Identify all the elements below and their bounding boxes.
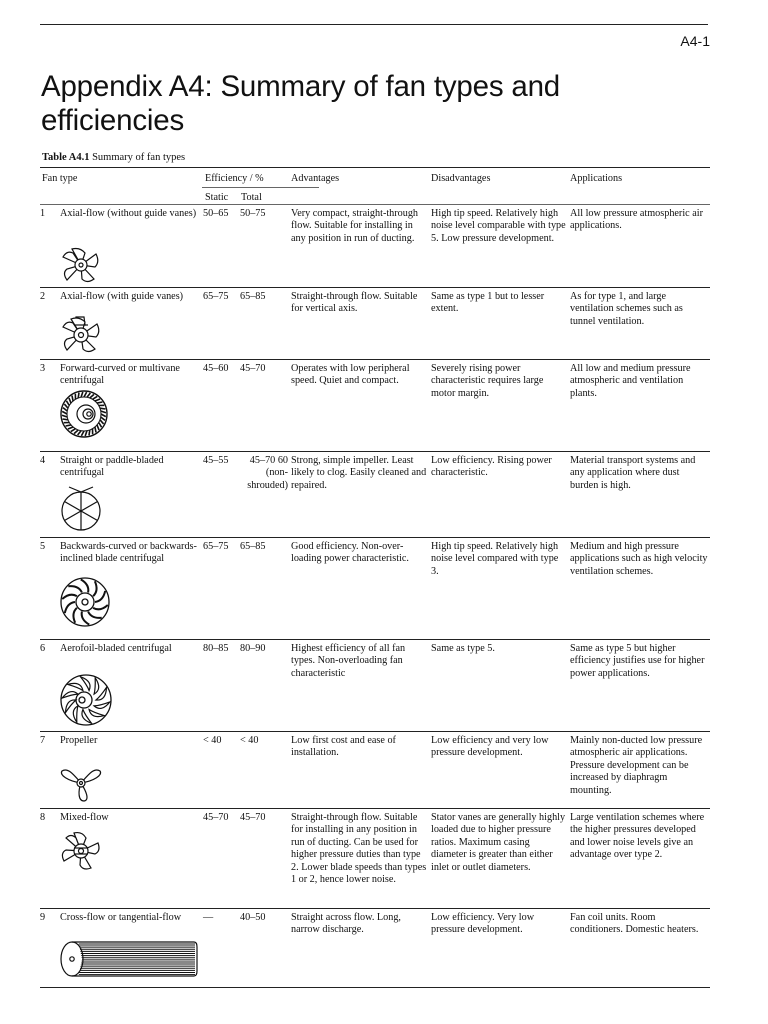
- disadvantages-cell: Same as type 1 but to lesser extent.: [431, 291, 545, 315]
- static-efficiency-cell: < 40: [203, 735, 222, 746]
- header-bottom-rule: [40, 204, 710, 205]
- advantages-cell: Highest efficiency of all fan types. Non-overloading fan characteristic: [291, 643, 406, 679]
- applications-cell: As for type 1, and large ventilation schemes such as tunnel ventilation.: [570, 291, 683, 327]
- table-top-rule: [40, 167, 710, 168]
- row-separator: [40, 808, 710, 809]
- applications-cell: Mainly non-ducted low pressure atmospheric air applications. Pressure development can be increased by diaphragm mounting.: [570, 735, 703, 796]
- fan-type-cell: Backwards-curved or backwards-inclined blade centrifugal: [60, 541, 197, 565]
- total-efficiency-cell: < 40: [240, 735, 259, 746]
- advantages-cell: Straight across flow. Long, narrow discharge.: [291, 912, 401, 936]
- applications-cell: All low and medium pressure atmospheric and ventilation plants.: [570, 363, 691, 399]
- total-efficiency-cell: 45–70: [240, 363, 266, 374]
- row-separator: [40, 639, 710, 640]
- header-efficiency-rule: [202, 187, 319, 188]
- fan-type-cell: Propeller: [60, 735, 98, 746]
- table-caption-text: Summary of fan types: [92, 152, 186, 163]
- advantages-cell: Very compact, straight-through flow. Suitable for installing in any position in run of ducting.: [291, 208, 419, 244]
- row-separator: [40, 451, 710, 452]
- total-efficiency-cell: 45–70 60 (non-shrouded): [247, 455, 288, 491]
- axial-fan-icon: [58, 245, 104, 285]
- forward-curved-impeller-icon: [58, 389, 110, 439]
- static-efficiency-cell: 50–65: [203, 208, 229, 219]
- applications-cell: Medium and high pressure applications such as high velocity ventilation schemes.: [570, 541, 708, 577]
- fan-type-cell: Straight or paddle-bladed centrifugal: [60, 455, 164, 479]
- table-bottom-rule: [40, 987, 710, 988]
- row-number: 4: [40, 455, 46, 466]
- row-number: 6: [40, 643, 46, 654]
- disadvantages-cell: High tip speed. Relatively high noise level comparable with type 5. Low pressure development.: [431, 208, 566, 244]
- page-number: A4-1: [680, 33, 710, 49]
- row-number: 1: [40, 208, 46, 219]
- applications-cell: Same as type 5 but higher efficiency justifies use for higher power applications.: [570, 643, 705, 679]
- static-efficiency-cell: 45–60: [203, 363, 229, 374]
- backward-curved-impeller-icon: [58, 575, 112, 629]
- fan-type-cell: Axial-flow (without guide vanes): [60, 208, 197, 219]
- static-efficiency-cell: 80–85: [203, 643, 229, 654]
- total-efficiency-cell: 40–50: [240, 912, 266, 923]
- static-efficiency-cell: 65–75: [203, 291, 229, 302]
- advantages-cell: Straight-through flow. Suitable for installing in any position in run of ducting. Can be used for higher pressure duties than type 2. Lower blade speeds than types 1 or 2, hence lower noise.: [291, 812, 427, 886]
- applications-cell: Large ventilation schemes where the higher pressures developed and lower noise levels give an advantage over type 2.: [570, 812, 705, 861]
- disadvantages-cell: Same as type 5.: [431, 643, 495, 654]
- mixed-flow-fan-icon: [58, 830, 104, 872]
- table-caption-label: Table A4.1: [42, 152, 90, 163]
- total-efficiency-cell: 50–75: [240, 208, 266, 219]
- applications-cell: Material transport systems and any application where dust burden is high.: [570, 455, 696, 491]
- row-number: 8: [40, 812, 46, 823]
- static-efficiency-cell: —: [203, 912, 214, 923]
- row-separator: [40, 908, 710, 909]
- top-rule: [40, 24, 708, 25]
- row-separator: [40, 731, 710, 732]
- row-separator: [40, 537, 710, 538]
- row-separator: [40, 359, 710, 360]
- advantages-cell: Good efficiency. Non-over-loading power characteristic.: [291, 541, 409, 565]
- header-efficiency: Efficiency / %: [205, 173, 264, 184]
- total-efficiency-cell: 80–90: [240, 643, 266, 654]
- fan-type-cell: Cross-flow or tangential-flow: [60, 912, 182, 923]
- fan-type-cell: Aerofoil-bladed centrifugal: [60, 643, 172, 654]
- row-number: 9: [40, 912, 46, 923]
- fan-type-cell: Mixed-flow: [60, 812, 109, 823]
- row-number: 5: [40, 541, 46, 552]
- applications-cell: All low pressure atmospheric air applications.: [570, 208, 703, 232]
- disadvantages-cell: Low efficiency and very low pressure development.: [431, 735, 549, 759]
- paddle-impeller-icon: [60, 485, 102, 533]
- applications-cell: Fan coil units. Room conditioners. Domestic heaters.: [570, 912, 699, 936]
- total-efficiency-cell: 65–85: [240, 541, 266, 552]
- static-efficiency-cell: 65–75: [203, 541, 229, 552]
- total-efficiency-cell: 65–85: [240, 291, 266, 302]
- header-static: Static: [205, 192, 229, 203]
- advantages-cell: Strong, simple impeller. Least likely to clog. Easily cleaned and repaired.: [291, 455, 427, 491]
- advantages-cell: Straight-through flow. Suitable for vertical axis.: [291, 291, 418, 315]
- axial-guide-vane-fan-icon: [58, 313, 104, 355]
- propeller-icon: [58, 763, 104, 803]
- fan-type-cell: Axial-flow (with guide vanes): [60, 291, 184, 302]
- aerofoil-impeller-icon: [58, 672, 114, 728]
- disadvantages-cell: Low efficiency. Rising power characteristic.: [431, 455, 552, 479]
- fan-type-cell: Forward-curved or multivane centrifugal: [60, 363, 180, 387]
- advantages-cell: Low first cost and ease of installation.: [291, 735, 396, 759]
- page-title: Appendix A4: Summary of fan types and efficiencies: [41, 70, 560, 137]
- disadvantages-cell: Stator vanes are generally highly loaded due to higher pressure ratios. Maximum casing diameter is greater than either inlet or outlet diameters.: [431, 812, 566, 873]
- header-disadvantages: Disadvantages: [431, 173, 491, 184]
- disadvantages-cell: High tip speed. Relatively high noise level compared with type 3.: [431, 541, 559, 577]
- header-fan-type: Fan type: [42, 173, 78, 184]
- disadvantages-cell: Severely rising power characteristic requires large motor margin.: [431, 363, 544, 399]
- header-total: Total: [241, 192, 262, 203]
- total-efficiency-cell: 45–70: [240, 812, 266, 823]
- header-advantages: Advantages: [291, 173, 340, 184]
- row-separator: [40, 287, 710, 288]
- static-efficiency-cell: 45–55: [203, 455, 229, 466]
- advantages-cell: Operates with low peripheral speed. Quiet and compact.: [291, 363, 410, 387]
- row-number: 2: [40, 291, 46, 302]
- row-number: 7: [40, 735, 46, 746]
- static-efficiency-cell: 45–70: [203, 812, 229, 823]
- cross-flow-rotor-icon: [58, 939, 198, 979]
- row-number: 3: [40, 363, 46, 374]
- header-applications: Applications: [570, 173, 623, 184]
- table-caption: [42, 152, 185, 163]
- disadvantages-cell: Low efficiency. Very low pressure development.: [431, 912, 535, 936]
